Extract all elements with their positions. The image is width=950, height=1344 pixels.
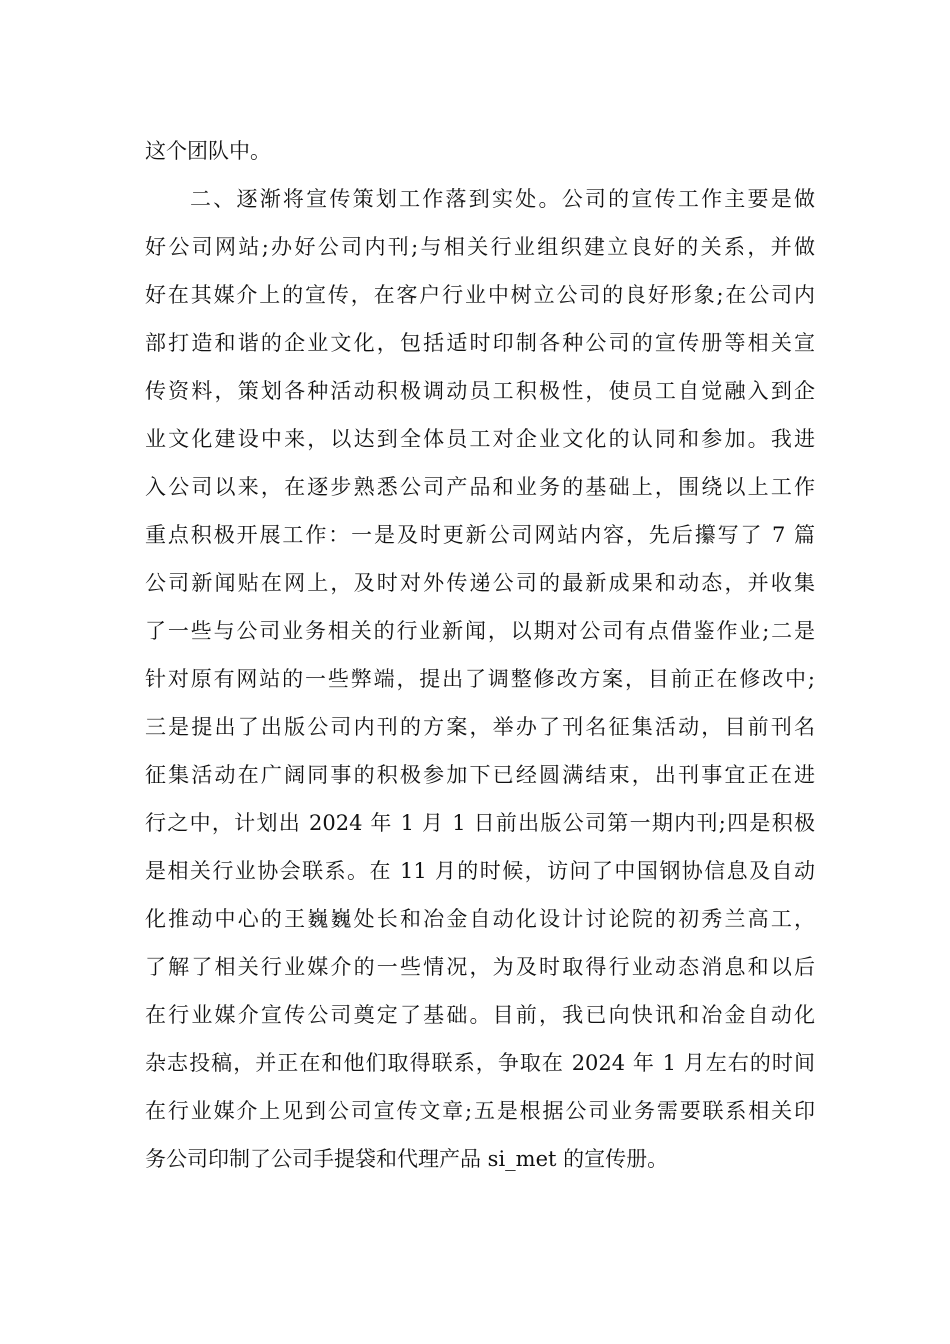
text-line-3: 好公司网站;办好公司内刊;与相关行业组织建立良好的关系，并做 xyxy=(145,235,815,259)
text-line-16: 是相关行业协会联系。在 11 月的时候，访问了中国钢协信息及自动 xyxy=(145,859,815,883)
text-line-20: 杂志投稿，并正在和他们取得联系，争取在 2024 年 1 月左右的时间 xyxy=(145,1051,815,1075)
text-line-5: 部打造和谐的企业文化，包括适时印制各种公司的宣传册等相关宣 xyxy=(145,331,815,355)
text-line-10: 公司新闻贴在网上，及时对外传递公司的最新成果和动态，并收集 xyxy=(145,571,815,595)
text-line-13: 三是提出了出版公司内刊的方案，举办了刊名征集活动，目前刊名 xyxy=(145,715,815,739)
text-line-15: 行之中，计划出 2024 年 1 月 1 日前出版公司第一期内刊;四是积极 xyxy=(145,811,815,835)
text-line-22: 务公司印制了公司手提袋和代理产品 si_met 的宣传册。 xyxy=(145,1147,669,1171)
text-line-6: 传资料，策划各种活动积极调动员工积极性，使员工自觉融入到企 xyxy=(145,379,815,403)
text-line-17: 化推动中心的王巍巍处长和冶金自动化设计讨论院的初秀兰高工， xyxy=(145,907,815,931)
text-line-4: 好在其媒介上的宣传，在客户行业中树立公司的良好形象;在公司内 xyxy=(145,283,815,307)
text-line-14: 征集活动在广阔同事的积极参加下已经圆满结束，出刊事宜正在进 xyxy=(145,763,815,787)
text-line-12: 针对原有网站的一些弊端，提出了调整修改方案，目前正在修改中; xyxy=(145,667,815,691)
text-line-11: 了一些与公司业务相关的行业新闻，以期对公司有点借鉴作业;二是 xyxy=(145,619,815,643)
text-line-9: 重点积极开展工作：一是及时更新公司网站内容，先后攥写了 7 篇 xyxy=(145,523,815,547)
text-line-8: 入公司以来，在逐步熟悉公司产品和业务的基础上，围绕以上工作 xyxy=(145,475,815,499)
text-line-2: 二、逐渐将宣传策划工作落到实处。公司的宣传工作主要是做 xyxy=(190,187,815,211)
text-line-18: 了解了相关行业媒介的一些情况，为及时取得行业动态消息和以后 xyxy=(145,955,815,979)
text-line-7: 业文化建设中来，以达到全体员工对企业文化的认同和参加。我进 xyxy=(145,427,815,451)
text-line-21: 在行业媒介上见到公司宣传文章;五是根据公司业务需要联系相关印 xyxy=(145,1099,815,1123)
text-line-1: 这个团队中。 xyxy=(145,139,271,163)
text-line-19: 在行业媒介宣传公司奠定了基础。目前，我已向快讯和冶金自动化 xyxy=(145,1003,815,1027)
